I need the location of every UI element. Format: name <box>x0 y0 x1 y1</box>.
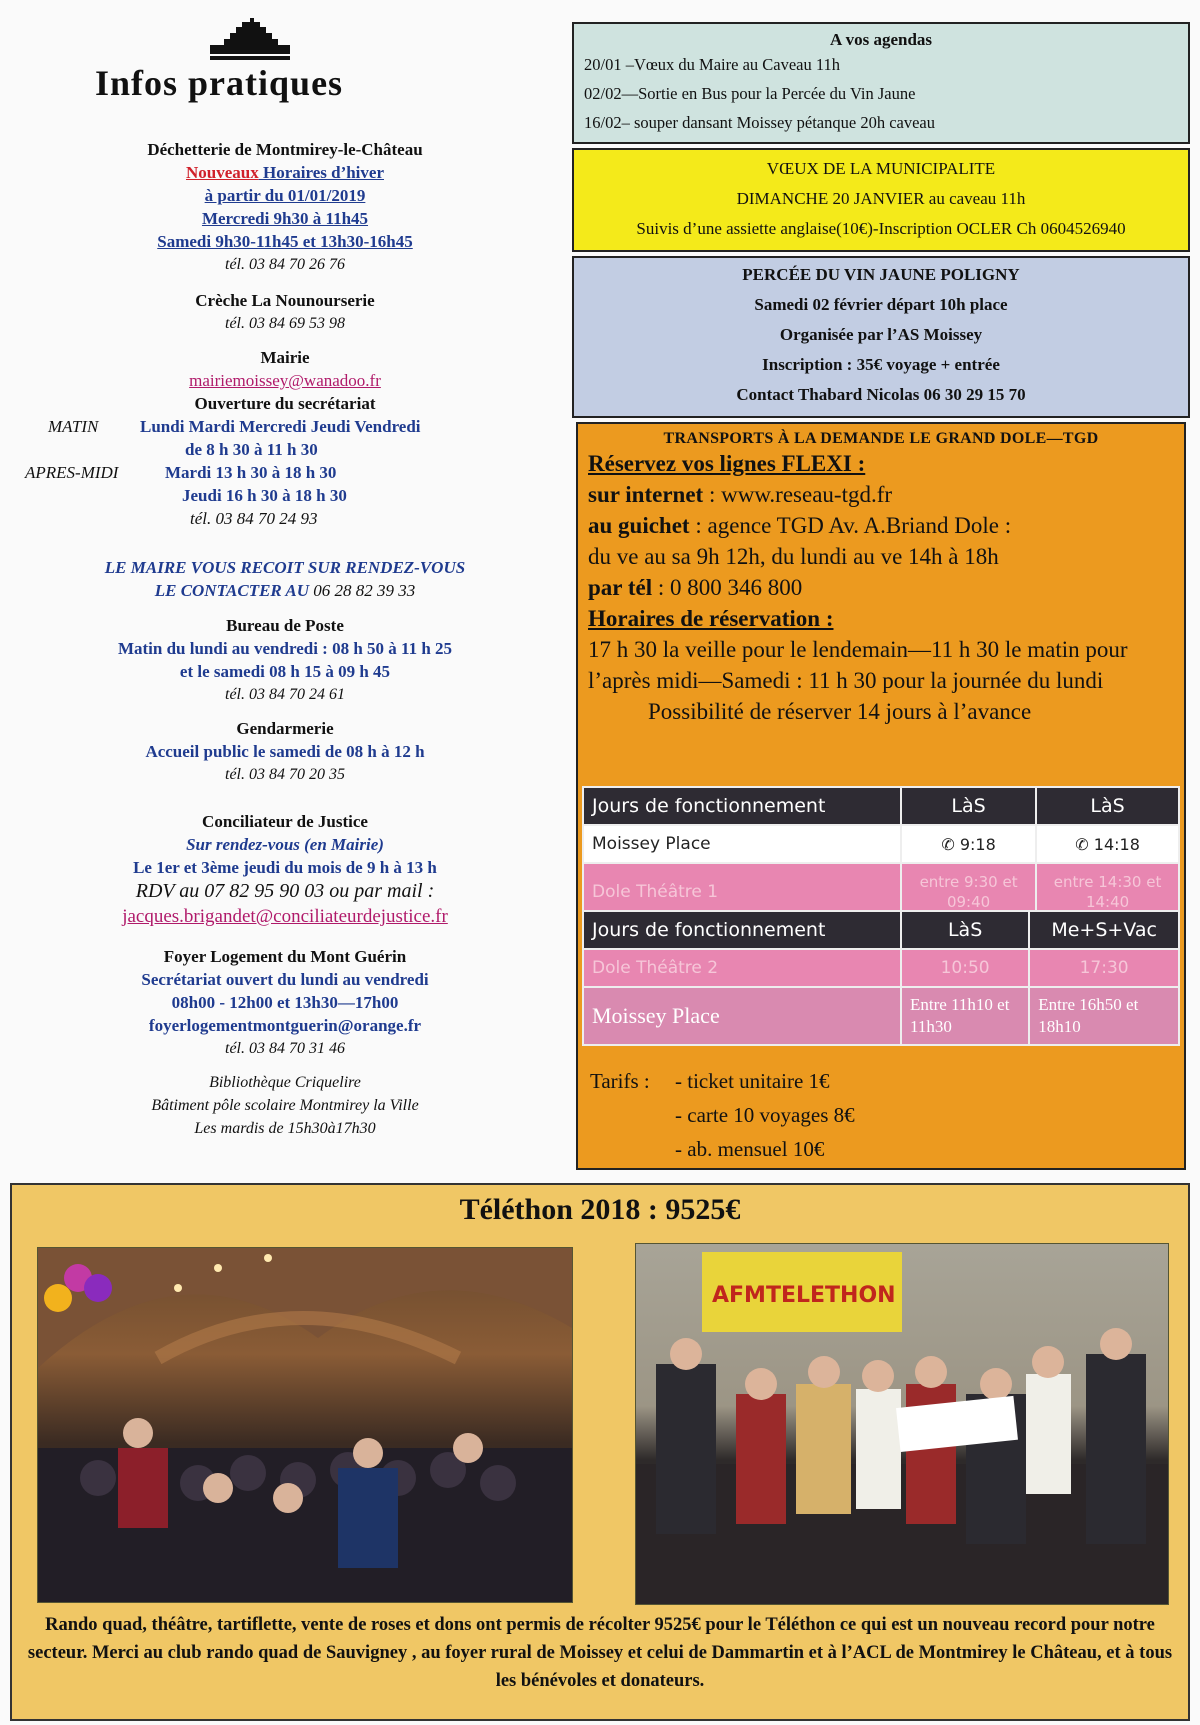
table-cell: LàS <box>901 911 1029 949</box>
tarif-item: - ticket unitaire 1€ <box>675 1069 830 1093</box>
telethon-box <box>10 1183 1190 1721</box>
schedule-table-2 <box>582 910 1180 1046</box>
cheque-photo-illustration <box>636 1244 1168 1604</box>
mairie-section <box>0 346 570 415</box>
tel-label: par tél <box>588 575 653 600</box>
conciliateur-email-link[interactable]: jacques.brigandet@conciliateurdejustice.fr <box>122 906 448 927</box>
creche-section <box>0 289 570 335</box>
table-row <box>583 987 1179 1045</box>
nouveaux-label: Nouveaux <box>185 163 259 182</box>
conciliateur-heading: Conciliateur de Justice <box>202 812 368 831</box>
cheque-photo <box>635 1243 1169 1605</box>
internet-url[interactable]: : www.reseau-tgd.fr <box>703 482 893 507</box>
tarif-item: - carte 10 voyages 8€ <box>675 1103 855 1127</box>
partir-date: à partir du 01/01/2019 <box>204 186 366 205</box>
voeux-line3: Suivis d’une assiette anglaise(10€)-Inscription OCLER Ch 0604526940 <box>636 219 1126 238</box>
voeux-line1: VŒUX DE LA MUNICIPALITE <box>766 159 996 178</box>
maire-rdv-section <box>0 556 570 602</box>
horaires-reservation-heading: Horaires de réservation : <box>588 606 834 631</box>
agenda-item: 16/02– souper dansant Moissey pétanque 20h caveau <box>584 113 935 132</box>
poste-section <box>0 614 570 706</box>
agenda-box <box>572 22 1190 144</box>
dechetterie-section <box>0 138 570 276</box>
tarifs-label: Tarifs : <box>590 1069 650 1093</box>
conciliateur-line1: Sur rendez-vous (en Mairie) <box>186 835 384 854</box>
poste-phone: tél. 03 84 70 24 61 <box>225 686 345 703</box>
voeux-box <box>572 148 1190 252</box>
matin-label: MATIN <box>48 417 99 436</box>
telethon-caption: Rando quad, théâtre, tartiflette, vente de roses et dons ont permis de récolter 9525€ pour le Téléthon ce qui est un nouveau record pour notre secteur. Merci au club rando quad de Sauvigney , au foyer rural de Moissey et celui de Dammartin et à l’ACL de Montmirey le Château, et à tous les bénévoles et donateurs. <box>27 1615 1173 1691</box>
tel-number: : 0 800 346 800 <box>652 575 803 600</box>
guichet-hours: du ve au sa 9h 12h, du lundi au ve 14h à 18h <box>588 544 999 569</box>
apres-midi-label: APRES-MIDI <box>25 463 119 482</box>
agenda-title: A vos agendas <box>829 30 933 49</box>
logo-stairs-icon <box>210 18 290 60</box>
audience-photo <box>37 1247 573 1603</box>
table-cell: entre 9:30 et 09:40 <box>901 863 1036 921</box>
tgd-box <box>576 422 1186 1170</box>
afm-telethon-banner: AFMTELETHON <box>712 1283 896 1308</box>
table-cell: 17:30 <box>1029 949 1179 987</box>
guichet-address: : agence TGD Av. A.Briand Dole : <box>689 513 1012 538</box>
matin-days: Lundi Mardi Mercredi Jeudi Vendredi <box>140 417 421 436</box>
mairie-phone: tél. 03 84 70 24 93 <box>190 509 318 528</box>
audience-photo-illustration <box>38 1248 572 1602</box>
gendarmerie-section <box>0 717 570 786</box>
foyer-email-link[interactable]: foyerlogementmontguerin@orange.fr <box>148 1016 422 1035</box>
voeux-line2: DIMANCHE 20 JANVIER au caveau 11h <box>736 189 1026 208</box>
biblio-line3: Les mardis de 15h30à17h30 <box>194 1120 376 1137</box>
table-row <box>583 949 1179 987</box>
poste-line1: Matin du lundi au vendredi : 08 h 50 à 11 h 25 <box>117 639 453 658</box>
agenda-item: 02/02—Sortie en Bus pour la Percée du Vin Jaune <box>584 84 916 103</box>
page-title: Infos pratiques <box>95 63 344 103</box>
gendarmerie-line1: Accueil public le samedi de 08 h à 12 h <box>145 742 425 761</box>
matin-hours: de 8 h 30 à 11 h 30 <box>185 440 318 459</box>
percee-line4: Inscription : 35€ voyage + entrée <box>762 355 1000 374</box>
foyer-line2: 08h00 - 12h00 et 13h30—17h00 <box>171 993 399 1012</box>
table-cell: entre 14:30 et 14:40 <box>1036 863 1179 921</box>
dechetterie-phone: tél. 03 84 70 26 76 <box>225 256 345 273</box>
horaires-reservation-text: 17 h 30 la veille pour le lendemain—11 h 30 le matin pour l’après midi—Samedi : 11 h 30 pour la journée du lundi <box>588 637 1128 693</box>
maire-rdv-line1: LE MAIRE VOUS RECOIT SUR RENDEZ-VOUS <box>104 558 466 577</box>
poste-heading: Bureau de Poste <box>226 616 344 635</box>
dechetterie-heading: Déchetterie de Montmirey-le-Château <box>147 140 423 159</box>
foyer-line1: Secrétariat ouvert du lundi au vendredi <box>141 970 429 989</box>
agenda-item: 20/01 –Vœux du Maire au Caveau 11h <box>584 55 840 74</box>
possibilite-text: Possibilité de réserver 14 jours à l’avance <box>648 699 1032 724</box>
ouverture-heading: Ouverture du secrétariat <box>194 394 376 413</box>
table-cell: Moissey Place <box>583 987 901 1045</box>
table-cell: Dole Théâtre 1 <box>583 863 901 921</box>
mercredi-hours: Mercredi 9h30 à 11h45 <box>201 209 369 228</box>
table-cell: Moissey Place <box>583 825 901 863</box>
foyer-section <box>0 945 570 1060</box>
gendarmerie-phone: tél. 03 84 70 20 35 <box>225 766 345 783</box>
table-cell: 14:18 <box>1093 834 1140 854</box>
percee-line3: Organisée par l’AS Moissey <box>779 325 983 344</box>
creche-heading: Crèche La Nounourserie <box>195 291 375 310</box>
tgd-heading: TRANSPORTS À LA DEMANDE LE GRAND DOLE—TGD <box>663 430 1099 447</box>
table-cell: 10:50 <box>901 949 1029 987</box>
table-cell: Entre 11h10 et 11h30 <box>901 987 1029 1045</box>
foyer-phone: tél. 03 84 70 31 46 <box>225 1040 345 1057</box>
conciliateur-section <box>0 810 570 929</box>
table-cell: Jours de fonctionnement <box>583 911 901 949</box>
horaires-line <box>0 161 570 184</box>
reservez-heading: Réservez vos lignes FLEXI : <box>588 451 866 476</box>
telethon-title: Téléthon 2018 : 9525€ <box>459 1193 741 1226</box>
horaires-label: Horaires d’hiver <box>258 163 384 182</box>
phone-icon: ✆ <box>1075 834 1094 854</box>
bibliotheque-section <box>0 1071 570 1140</box>
table-cell: Entre 16h50 et 18h10 <box>1029 987 1179 1045</box>
mairie-heading: Mairie <box>260 348 310 367</box>
creche-phone: tél. 03 84 69 53 98 <box>225 315 345 332</box>
tarif-item: - ab. mensuel 10€ <box>675 1137 825 1161</box>
table-cell: Dole Théâtre 2 <box>583 949 901 987</box>
percee-line5: Contact Thabard Nicolas 06 30 29 15 70 <box>736 385 1026 404</box>
infos-pratiques-column <box>0 0 570 1170</box>
foyer-heading: Foyer Logement du Mont Guérin <box>163 947 407 966</box>
phone-icon: ✆ <box>941 834 960 854</box>
table-row <box>583 911 1179 949</box>
tarifs-section <box>590 1064 855 1166</box>
biblio-line1: Bibliothèque Criquelire <box>209 1074 361 1091</box>
internet-label: sur internet <box>588 482 704 507</box>
table-row <box>583 825 1179 863</box>
table-cell: LàS <box>901 787 1036 825</box>
apres-midi-line2: Jeudi 16 h 30 à 18 h 30 <box>182 486 347 505</box>
maire-phone: 06 28 82 39 33 <box>309 581 416 600</box>
gendarmerie-heading: Gendarmerie <box>236 719 334 738</box>
samedi-hours: Samedi 9h30-11h45 et 13h30-16h45 <box>157 232 413 251</box>
percee-line2: Samedi 02 février départ 10h place <box>754 295 1008 314</box>
conciliateur-line2: Le 1er et 3ème jeudi du mois de 9 h à 13 h <box>133 858 437 877</box>
table-cell: LàS <box>1036 787 1179 825</box>
mairie-email-link[interactable]: mairiemoissey@wanadoo.fr <box>189 371 381 390</box>
biblio-line2: Bâtiment pôle scolaire Montmirey la Ville <box>151 1097 419 1114</box>
schedule-table-1 <box>582 786 1180 922</box>
maire-rdv-line2: LE CONTACTER AU <box>154 581 310 600</box>
table-cell: 9:18 <box>959 834 996 854</box>
poste-line2: et le samedi 08 h 15 à 09 h 45 <box>179 662 391 681</box>
table-cell: Jours de fonctionnement <box>583 787 901 825</box>
percee-line1: PERCÉE DU VIN JAUNE POLIGNY <box>742 265 1020 284</box>
percee-box <box>572 256 1190 418</box>
conciliateur-line3: RDV au 07 82 95 90 03 ou par mail : <box>135 880 435 902</box>
table-row <box>583 787 1179 825</box>
guichet-label: au guichet <box>588 513 690 538</box>
table-cell: Me+S+Vac <box>1029 911 1179 949</box>
apres-midi-line1: Mardi 13 h 30 à 18 h 30 <box>165 463 337 482</box>
